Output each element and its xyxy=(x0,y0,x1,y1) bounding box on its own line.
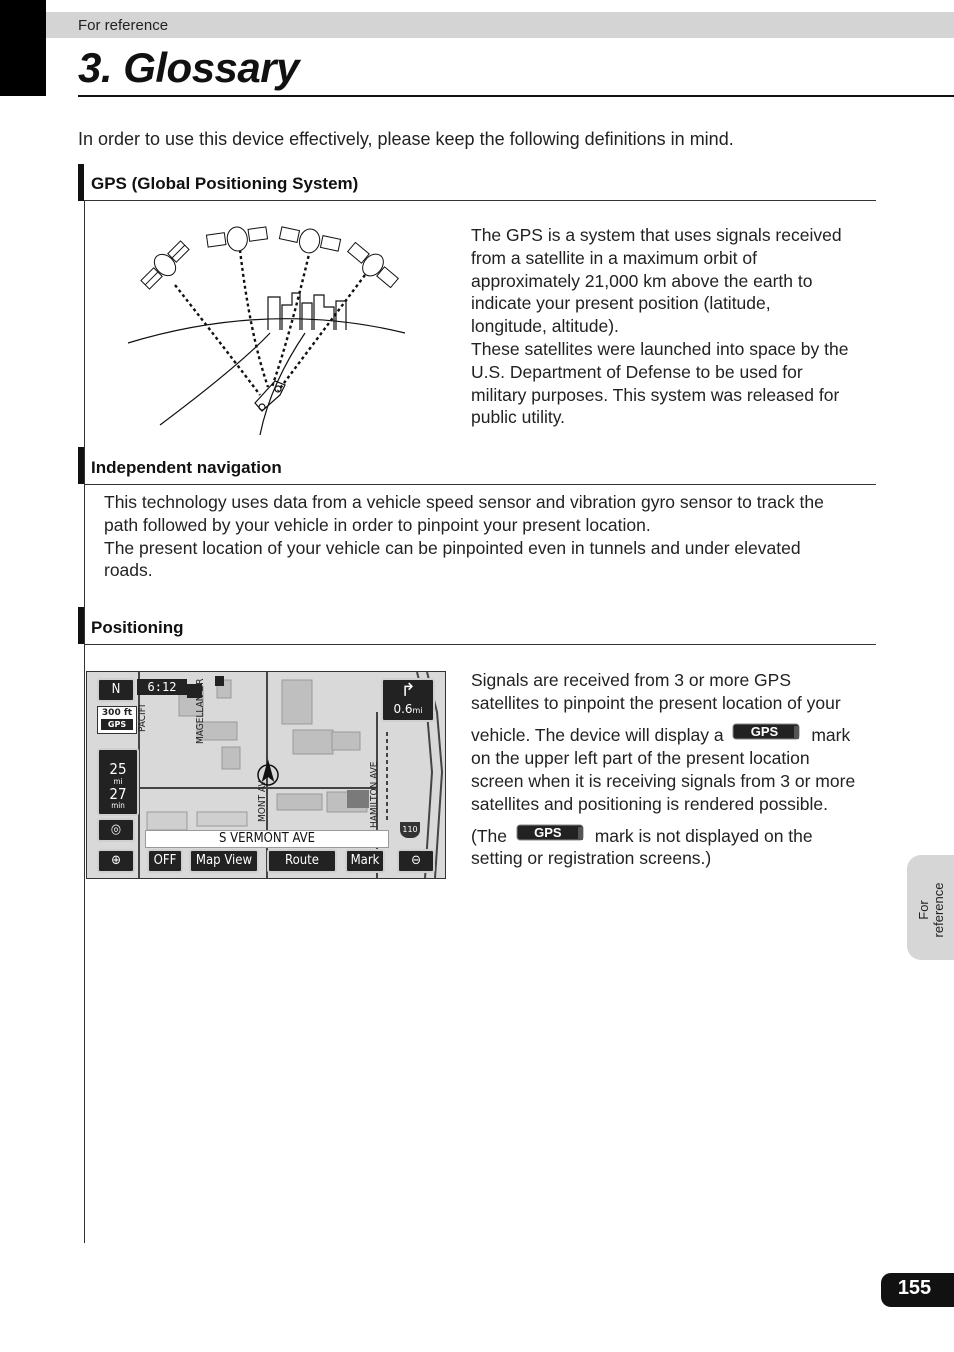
street-label-hamilton: HAMILTON AVE xyxy=(369,761,380,828)
zoom-out-icon: ⊖ xyxy=(411,853,421,868)
page-title: 3. Glossary xyxy=(78,44,299,91)
header-section-label: For reference xyxy=(78,17,169,34)
current-street-banner: S VERMONT AVE xyxy=(145,830,389,848)
street-label-pacific: PACIFI xyxy=(137,704,148,732)
off-button[interactable] xyxy=(147,849,183,873)
header-bar xyxy=(46,12,954,38)
mark-label: Mark xyxy=(350,853,380,868)
distance-time-panel xyxy=(97,748,139,816)
page-number: 155 xyxy=(897,1277,932,1299)
gps-mark-icon xyxy=(732,724,802,745)
turn-unit: mi xyxy=(412,706,423,715)
off-button-label: OFF xyxy=(153,853,177,868)
gps-mark-label: GPS xyxy=(750,724,779,740)
positioning-description-b: on the upper left part of the present location screen when it is receiving signals from 3 or more satellites and positioning is rendered possible. xyxy=(471,748,856,814)
left-rule xyxy=(84,200,85,1243)
independent-navigation-description: This technology uses data from a vehicle speed sensor and vibration gyro sensor to track the path followed by your vehicle in order to pinpoint your present location. The present location of your vehicle can be pinpointed even in tunnels and under elevated roads. xyxy=(104,492,824,581)
side-tab-line1: For xyxy=(916,900,931,920)
clock-display: 6:12 xyxy=(137,679,187,695)
section-heading-positioning: Positioning xyxy=(91,618,184,637)
route-label: Route xyxy=(285,853,319,868)
turn-distance: 0.6 xyxy=(393,702,413,716)
gps-mark-icon xyxy=(516,825,586,846)
scale-label: 300 ft xyxy=(101,708,133,718)
section-rule xyxy=(84,484,876,485)
gps-mark-label: GPS xyxy=(534,825,562,841)
mark-button[interactable] xyxy=(345,849,385,873)
north-up-button[interactable] xyxy=(97,678,135,702)
section-heading-independent-navigation: Independent navigation xyxy=(91,458,282,477)
gps-description: The GPS is a system that uses signals received from a satellite in a maximum orbit of approximately 21,000 km above the earth to indicate your present position (latitude, longitude, altitude). These satellites were launched into space by the U.S. Department of Defense to be used for military purposes. This system was released for public utility. xyxy=(471,225,849,428)
positioning-note: (The GPS mark is not displayed on the xyxy=(471,825,813,846)
map-view-button[interactable] xyxy=(189,849,259,873)
section-heading-gps: GPS (Global Positioning System) xyxy=(91,174,359,193)
positioning-note-line2: setting or registration screens.) xyxy=(471,848,712,868)
north-label: N xyxy=(111,682,121,697)
turn-right-icon: ↱ xyxy=(400,680,416,701)
positioning-description: Signals are received from 3 or more GPS satellites to pinpoint the present location of your xyxy=(471,670,841,713)
location-button[interactable] xyxy=(97,818,135,842)
street-label-magellan: MAGELLAN DR xyxy=(195,678,206,744)
distance-value: 25 xyxy=(109,760,127,778)
route-button[interactable] xyxy=(267,849,337,873)
positioning-line-gps-mark: vehicle. The device will display a GPS mark xyxy=(471,724,851,745)
intro-text: In order to use this device effectively, please keep the following definitions in mind. xyxy=(78,129,734,149)
gps-satellite-illustration xyxy=(120,215,420,440)
section-marker xyxy=(78,447,84,484)
zoom-in-icon: ⊕ xyxy=(111,853,121,868)
zoom-out-button[interactable] xyxy=(397,849,435,873)
next-turn-panel xyxy=(381,678,435,722)
zoom-in-button[interactable] xyxy=(97,849,135,873)
section-marker xyxy=(78,607,84,644)
map-view-label: Map View xyxy=(195,853,253,868)
section-marker xyxy=(78,164,84,201)
side-tab-label xyxy=(909,870,954,950)
highway-shield: 110 xyxy=(400,822,420,838)
navigation-map-screen xyxy=(86,671,446,879)
black-corner-tab xyxy=(0,0,46,96)
distance-unit: mi xyxy=(113,777,123,786)
side-tab-line2: reference xyxy=(931,882,946,938)
scale-indicator[interactable] xyxy=(97,706,137,734)
street-label-mont: MONT AV xyxy=(257,780,268,822)
time-value: 27 xyxy=(109,785,127,803)
section-rule xyxy=(84,644,876,645)
compass-icon: ◎ xyxy=(110,822,122,837)
title-rule xyxy=(78,95,954,97)
gps-indicator: GPS xyxy=(101,719,133,730)
section-rule xyxy=(84,200,876,201)
time-unit: min xyxy=(111,801,125,810)
